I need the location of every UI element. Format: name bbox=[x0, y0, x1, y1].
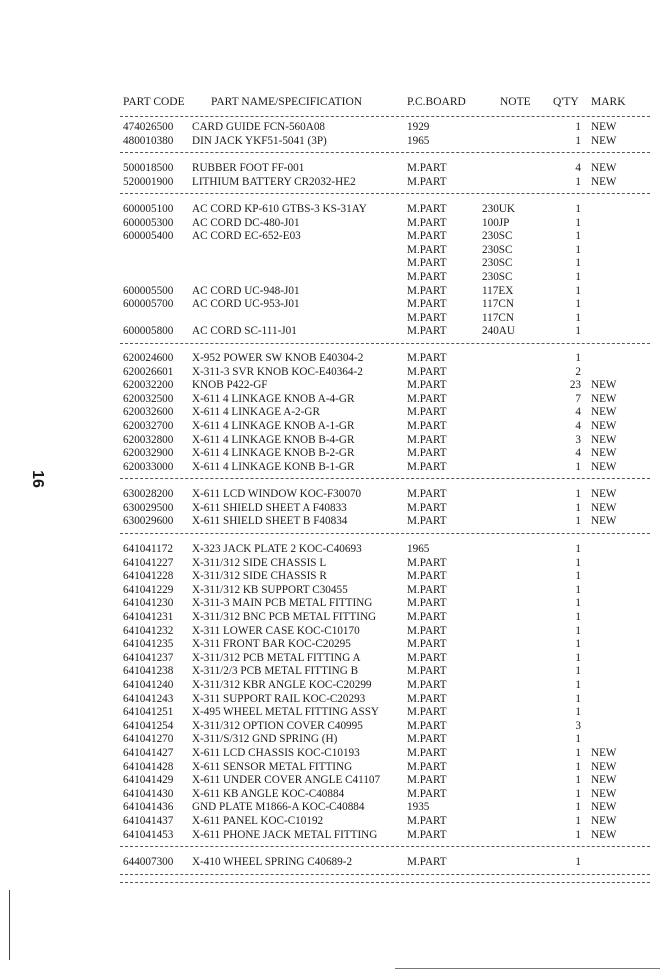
margin-rule bbox=[9, 890, 10, 960]
part-code-cell: 620033000 bbox=[123, 460, 174, 473]
part-code-cell: 644007300 bbox=[123, 856, 174, 868]
part-code-cell: 641041437 bbox=[123, 815, 174, 827]
quantity-cell: 1 bbox=[575, 230, 581, 243]
table-row bbox=[0, 393, 660, 407]
pc-board-cell: M.PART bbox=[407, 747, 447, 759]
pc-board-cell: M.PART bbox=[407, 760, 447, 773]
part-code-cell: 620032800 bbox=[123, 433, 174, 446]
mark-cell: NEW bbox=[591, 515, 617, 528]
part-name-cell: AC CORD KP-610 GTBS-3 KS-31AY bbox=[192, 203, 367, 215]
table-row bbox=[0, 230, 660, 244]
note-cell: 230SC bbox=[482, 230, 513, 243]
part-name-cell: DIN JACK YKF51-5041 (3P) bbox=[192, 134, 327, 147]
quantity-cell: 1 bbox=[575, 175, 581, 188]
part-code-cell: 641041254 bbox=[123, 719, 174, 732]
pc-board-cell: M.PART bbox=[407, 856, 447, 868]
part-code-cell: 630028200 bbox=[123, 488, 174, 500]
mark-cell: NEW bbox=[591, 134, 617, 147]
pc-board-cell: M.PART bbox=[407, 556, 447, 569]
part-name-cell: X-611 4 LINKAGE KONB B-1-GR bbox=[192, 460, 355, 473]
table-row bbox=[0, 570, 660, 584]
mark-cell: NEW bbox=[591, 801, 617, 814]
pc-board-cell: M.PART bbox=[407, 298, 447, 311]
part-name-cell: AC CORD UC-953-J01 bbox=[192, 298, 300, 311]
part-name-cell: X-611 4 LINKAGE A-2-GR bbox=[192, 406, 320, 419]
table-row bbox=[0, 761, 660, 775]
quantity-cell: 1 bbox=[575, 311, 581, 324]
mark-cell: NEW bbox=[591, 774, 617, 787]
part-code-cell: 641041430 bbox=[123, 787, 174, 800]
part-code-cell: 620032600 bbox=[123, 406, 174, 419]
part-name-cell: X-611 4 LINKAGE KNOB A-4-GR bbox=[192, 392, 355, 405]
pc-board-cell: M.PART bbox=[407, 311, 447, 324]
part-name-cell: X-311/312 SIDE CHASSIS R bbox=[192, 570, 327, 583]
part-name-cell: X-611 PANEL KOC-C10192 bbox=[192, 815, 324, 827]
pc-board-cell: M.PART bbox=[407, 597, 447, 610]
part-code-cell: 620026601 bbox=[123, 365, 174, 378]
quantity-cell: 2 bbox=[575, 365, 581, 378]
mark-cell: NEW bbox=[591, 447, 617, 460]
pc-board-cell: M.PART bbox=[407, 774, 447, 787]
mark-cell: NEW bbox=[591, 460, 617, 473]
pc-board-cell: M.PART bbox=[407, 488, 447, 500]
part-code-cell: 641041270 bbox=[123, 733, 174, 746]
part-name-cell: X-611 KB ANGLE KOC-C40884 bbox=[192, 787, 345, 800]
quantity-cell: 1 bbox=[575, 271, 581, 283]
table-row bbox=[0, 217, 660, 231]
part-code-cell: 641041243 bbox=[123, 692, 174, 705]
part-name-cell: X-311/312 BNC PCB METAL FITTING bbox=[192, 611, 377, 623]
quantity-cell: 4 bbox=[575, 406, 581, 419]
table-row bbox=[0, 312, 660, 326]
table-row bbox=[0, 406, 660, 420]
table-row bbox=[0, 434, 660, 448]
table-row bbox=[0, 679, 660, 693]
part-code-cell: 641041436 bbox=[123, 801, 174, 814]
part-code-cell: 600005100 bbox=[123, 203, 174, 215]
part-code-cell: 641041235 bbox=[123, 638, 174, 651]
quantity-cell: 1 bbox=[575, 570, 581, 583]
table-row bbox=[0, 611, 660, 625]
mark-cell: NEW bbox=[591, 501, 617, 514]
part-code-cell: 600005500 bbox=[123, 284, 174, 297]
pc-board-cell: M.PART bbox=[407, 665, 447, 678]
note-cell: 117CN bbox=[482, 311, 514, 324]
table-row bbox=[0, 652, 660, 666]
quantity-cell: 1 bbox=[575, 665, 581, 678]
pc-board-cell: M.PART bbox=[407, 365, 447, 378]
table-row bbox=[0, 447, 660, 461]
note-cell: 230SC bbox=[482, 271, 513, 283]
part-name-cell: X-311/S/312 GND SPRING (H) bbox=[192, 733, 338, 746]
pc-board-cell: M.PART bbox=[407, 243, 447, 256]
table-row bbox=[0, 638, 660, 652]
column-header-pcb: P.C.BOARD bbox=[407, 96, 466, 108]
mark-cell: NEW bbox=[591, 175, 617, 188]
part-code-cell: 600005800 bbox=[123, 325, 174, 338]
part-code-cell: 520001900 bbox=[123, 175, 174, 188]
quantity-cell: 1 bbox=[575, 203, 581, 215]
quantity-cell: 1 bbox=[575, 774, 581, 787]
quantity-cell: 3 bbox=[575, 433, 581, 446]
pc-board-cell: 1965 bbox=[407, 543, 430, 555]
quantity-cell: 7 bbox=[575, 392, 581, 405]
pc-board-cell: M.PART bbox=[407, 787, 447, 800]
table-row bbox=[0, 121, 660, 135]
part-name-cell: AC CORD SC-111-J01 bbox=[192, 325, 297, 338]
table-row bbox=[0, 815, 660, 829]
pc-board-cell: M.PART bbox=[407, 583, 447, 596]
part-name-cell: X-311 FRONT BAR KOC-C20295 bbox=[192, 638, 351, 651]
table-row bbox=[0, 597, 660, 611]
part-name-cell: X-311 LOWER CASE KOC-C10170 bbox=[192, 624, 360, 637]
part-code-cell: 641041231 bbox=[123, 611, 174, 623]
quantity-cell: 1 bbox=[575, 284, 581, 297]
quantity-cell: 23 bbox=[569, 379, 581, 392]
part-name-cell: X-311/312 SIDE CHASSIS L bbox=[192, 556, 327, 569]
note-cell: 100JP bbox=[482, 216, 510, 229]
quantity-cell: 1 bbox=[575, 216, 581, 229]
table-row bbox=[0, 543, 660, 557]
pc-board-cell: M.PART bbox=[407, 692, 447, 705]
part-code-cell: 620032900 bbox=[123, 447, 174, 460]
part-name-cell: X-311/312 KBR ANGLE KOC-C20299 bbox=[192, 679, 372, 691]
pc-board-cell: M.PART bbox=[407, 460, 447, 473]
quantity-cell: 1 bbox=[575, 583, 581, 596]
pc-board-cell: M.PART bbox=[407, 257, 447, 270]
part-name-cell: AC CORD UC-948-J01 bbox=[192, 284, 300, 297]
part-code-cell: 641041172 bbox=[123, 543, 173, 555]
pc-board-cell: M.PART bbox=[407, 420, 447, 432]
part-name-cell: CARD GUIDE FCN-560A08 bbox=[192, 121, 326, 133]
quantity-cell: 1 bbox=[575, 679, 581, 691]
part-code-cell: 641041238 bbox=[123, 665, 174, 678]
part-code-cell: 641041427 bbox=[123, 747, 174, 759]
quantity-cell: 1 bbox=[575, 460, 581, 473]
mark-cell: NEW bbox=[591, 379, 617, 392]
part-name-cell: X-611 SHIELD SHEET A F40833 bbox=[192, 501, 347, 514]
mark-cell: NEW bbox=[591, 121, 617, 133]
column-header-mark: MARK bbox=[591, 96, 626, 108]
part-code-cell: 620032700 bbox=[123, 420, 174, 432]
mark-cell: NEW bbox=[591, 815, 617, 827]
part-code-cell: 480010380 bbox=[123, 134, 174, 147]
table-row bbox=[0, 801, 660, 815]
part-name-cell: X-410 WHEEL SPRING C40689-2 bbox=[192, 856, 353, 868]
part-code-cell: 641041429 bbox=[123, 774, 174, 787]
quantity-cell: 1 bbox=[575, 760, 581, 773]
mark-cell: NEW bbox=[591, 162, 617, 174]
quantity-cell: 1 bbox=[575, 121, 581, 133]
table-row bbox=[0, 135, 660, 149]
part-name-cell: X-611 LCD WINDOW KOC-F30070 bbox=[192, 488, 362, 500]
mark-cell: NEW bbox=[591, 747, 617, 759]
part-code-cell: 600005700 bbox=[123, 298, 174, 311]
group-separator bbox=[120, 874, 650, 875]
table-row bbox=[0, 665, 660, 679]
quantity-cell: 1 bbox=[575, 543, 581, 555]
bottom-rule bbox=[395, 968, 660, 969]
table-row bbox=[0, 720, 660, 734]
part-name-cell: X-495 WHEEL METAL FITTING ASSY bbox=[192, 706, 379, 719]
part-name-cell: X-611 UNDER COVER ANGLE C41107 bbox=[192, 774, 381, 787]
quantity-cell: 1 bbox=[575, 828, 581, 841]
mark-cell: NEW bbox=[591, 392, 617, 405]
table-row bbox=[0, 747, 660, 761]
part-name-cell: X-311-3 SVR KNOB KOC-E40364-2 bbox=[192, 365, 363, 378]
table-row bbox=[0, 285, 660, 299]
table-row bbox=[0, 488, 660, 502]
pc-board-cell: M.PART bbox=[407, 203, 447, 215]
group-separator bbox=[120, 882, 650, 883]
group-separator bbox=[120, 478, 650, 479]
pc-board-cell: M.PART bbox=[407, 651, 447, 664]
table-row bbox=[0, 257, 660, 271]
table-row bbox=[0, 788, 660, 802]
quantity-cell: 1 bbox=[575, 243, 581, 256]
pc-board-cell: M.PART bbox=[407, 733, 447, 746]
part-name-cell: X-311/312 PCB METAL FITTING A bbox=[192, 651, 361, 664]
quantity-cell: 1 bbox=[575, 801, 581, 814]
part-name-cell: RUBBER FOOT FF-001 bbox=[192, 162, 305, 174]
quantity-cell: 1 bbox=[575, 787, 581, 800]
pc-board-cell: M.PART bbox=[407, 447, 447, 460]
column-header-code: PART CODE bbox=[123, 96, 185, 108]
quantity-cell: 3 bbox=[575, 719, 581, 732]
part-code-cell: 630029500 bbox=[123, 501, 174, 514]
quantity-cell: 1 bbox=[575, 515, 581, 528]
mark-cell: NEW bbox=[591, 420, 617, 432]
table-row bbox=[0, 733, 660, 747]
pc-board-cell: M.PART bbox=[407, 570, 447, 583]
part-code-cell: 641041251 bbox=[123, 706, 174, 719]
part-code-cell: 641041237 bbox=[123, 651, 174, 664]
quantity-cell: 1 bbox=[575, 651, 581, 664]
part-name-cell: X-611 LCD CHASSIS KOC-C10193 bbox=[192, 747, 360, 759]
quantity-cell: 1 bbox=[575, 325, 581, 338]
note-cell: 117EX bbox=[482, 284, 514, 297]
mark-cell: NEW bbox=[591, 488, 617, 500]
part-code-cell: 474026500 bbox=[123, 121, 174, 133]
table-row bbox=[0, 203, 660, 217]
mark-cell: NEW bbox=[591, 433, 617, 446]
header-separator bbox=[120, 116, 650, 117]
pc-board-cell: M.PART bbox=[407, 284, 447, 297]
pc-board-cell: M.PART bbox=[407, 379, 447, 392]
quantity-cell: 1 bbox=[575, 856, 581, 868]
part-name-cell: X-311-3 MAIN PCB METAL FITTING bbox=[192, 597, 373, 610]
quantity-cell: 4 bbox=[575, 447, 581, 460]
quantity-cell: 1 bbox=[575, 488, 581, 500]
part-name-cell: X-311/312 KB SUPPORT C30455 bbox=[192, 583, 348, 596]
part-code-cell: 620024600 bbox=[123, 352, 174, 364]
group-separator bbox=[120, 533, 650, 534]
table-row bbox=[0, 625, 660, 639]
part-code-cell: 641041227 bbox=[123, 556, 174, 569]
quantity-cell: 1 bbox=[575, 501, 581, 514]
pc-board-cell: M.PART bbox=[407, 433, 447, 446]
quantity-cell: 4 bbox=[575, 420, 581, 432]
page-number: 16 bbox=[28, 470, 46, 488]
pc-board-cell: M.PART bbox=[407, 638, 447, 651]
quantity-cell: 1 bbox=[575, 611, 581, 623]
part-code-cell: 641041228 bbox=[123, 570, 174, 583]
quantity-cell: 4 bbox=[575, 162, 581, 174]
mark-cell: NEW bbox=[591, 760, 617, 773]
part-name-cell: X-311/312 OPTION COVER C40995 bbox=[192, 719, 363, 732]
quantity-cell: 1 bbox=[575, 257, 581, 270]
part-name-cell: KNOB P422-GF bbox=[192, 379, 268, 392]
part-name-cell: AC CORD EC-652-E03 bbox=[192, 230, 301, 243]
table-row bbox=[0, 693, 660, 707]
column-header-name: PART NAME/SPECIFICATION bbox=[211, 96, 363, 108]
part-name-cell: X-611 SHIELD SHEET B F40834 bbox=[192, 515, 348, 528]
pc-board-cell: M.PART bbox=[407, 271, 447, 283]
pc-board-cell: M.PART bbox=[407, 406, 447, 419]
note-cell: 117CN bbox=[482, 298, 514, 311]
note-cell: 230UK bbox=[482, 203, 515, 215]
part-code-cell: 500018500 bbox=[123, 162, 174, 174]
pc-board-cell: M.PART bbox=[407, 828, 447, 841]
table-row bbox=[0, 162, 660, 176]
part-name-cell: X-611 4 LINKAGE KNOB A-1-GR bbox=[192, 420, 355, 432]
quantity-cell: 1 bbox=[575, 597, 581, 610]
part-code-cell: 641041453 bbox=[123, 828, 174, 841]
group-separator bbox=[120, 152, 650, 153]
pc-board-cell: 1965 bbox=[407, 134, 430, 147]
table-row bbox=[0, 176, 660, 190]
pc-board-cell: 1929 bbox=[407, 121, 430, 133]
pc-board-cell: M.PART bbox=[407, 679, 447, 691]
part-code-cell: 641041428 bbox=[123, 760, 174, 773]
table-row bbox=[0, 515, 660, 529]
mark-cell: NEW bbox=[591, 406, 617, 419]
table-row bbox=[0, 774, 660, 788]
part-name-cell: X-311 SUPPORT RAIL KOC-C20293 bbox=[192, 692, 366, 705]
part-name-cell: X-611 SENSOR METAL FITTING bbox=[192, 760, 353, 773]
part-code-cell: 630029600 bbox=[123, 515, 174, 528]
pc-board-cell: M.PART bbox=[407, 392, 447, 405]
table-row bbox=[0, 366, 660, 380]
note-cell: 230SC bbox=[482, 257, 513, 270]
pc-board-cell: M.PART bbox=[407, 611, 447, 623]
quantity-cell: 1 bbox=[575, 815, 581, 827]
table-row bbox=[0, 420, 660, 434]
column-header-note: NOTE bbox=[500, 96, 531, 108]
part-name-cell: AC CORD DC-480-J01 bbox=[192, 216, 300, 229]
pc-board-cell: M.PART bbox=[407, 352, 447, 364]
part-name-cell: GND PLATE M1866-A KOC-C40884 bbox=[192, 801, 365, 814]
part-name-cell: X-611 4 LINKAGE KNOB B-4-GR bbox=[192, 433, 355, 446]
table-row bbox=[0, 584, 660, 598]
table-row bbox=[0, 557, 660, 571]
pc-board-cell: M.PART bbox=[407, 624, 447, 637]
quantity-cell: 1 bbox=[575, 747, 581, 759]
quantity-cell: 1 bbox=[575, 352, 581, 364]
part-code-cell: 620032200 bbox=[123, 379, 174, 392]
pc-board-cell: M.PART bbox=[407, 175, 447, 188]
part-code-cell: 641041232 bbox=[123, 624, 174, 637]
part-name-cell: LITHIUM BATTERY CR2032-HE2 bbox=[192, 175, 356, 188]
quantity-cell: 1 bbox=[575, 134, 581, 147]
pc-board-cell: M.PART bbox=[407, 706, 447, 719]
table-row bbox=[0, 856, 660, 870]
note-cell: 230SC bbox=[482, 243, 513, 256]
pc-board-cell: M.PART bbox=[407, 162, 447, 174]
pc-board-cell: M.PART bbox=[407, 216, 447, 229]
quantity-cell: 1 bbox=[575, 298, 581, 311]
quantity-cell: 1 bbox=[575, 556, 581, 569]
table-header bbox=[0, 96, 660, 112]
table-row bbox=[0, 298, 660, 312]
quantity-cell: 1 bbox=[575, 733, 581, 746]
table-row bbox=[0, 461, 660, 475]
table-row bbox=[0, 244, 660, 258]
part-code-cell: 620032500 bbox=[123, 392, 174, 405]
part-code-cell: 641041230 bbox=[123, 597, 174, 610]
part-name-cell: X-611 4 LINKAGE KNOB B-2-GR bbox=[192, 447, 355, 460]
table-row bbox=[0, 352, 660, 366]
pc-board-cell: M.PART bbox=[407, 815, 447, 827]
table-row bbox=[0, 829, 660, 843]
mark-cell: NEW bbox=[591, 787, 617, 800]
mark-cell: NEW bbox=[591, 828, 617, 841]
group-separator bbox=[120, 343, 650, 344]
pc-board-cell: M.PART bbox=[407, 515, 447, 528]
part-code-cell: 600005400 bbox=[123, 230, 174, 243]
part-code-cell: 600005300 bbox=[123, 216, 174, 229]
part-code-cell: 641041240 bbox=[123, 679, 174, 691]
pc-board-cell: M.PART bbox=[407, 325, 447, 338]
quantity-cell: 1 bbox=[575, 638, 581, 651]
table-row bbox=[0, 271, 660, 285]
quantity-cell: 1 bbox=[575, 706, 581, 719]
pc-board-cell: M.PART bbox=[407, 230, 447, 243]
table-row bbox=[0, 325, 660, 339]
quantity-cell: 1 bbox=[575, 624, 581, 637]
pc-board-cell: M.PART bbox=[407, 501, 447, 514]
part-name-cell: X-952 POWER SW KNOB E40304-2 bbox=[192, 352, 364, 364]
pc-board-cell: M.PART bbox=[407, 719, 447, 732]
part-code-cell: 641041229 bbox=[123, 583, 174, 596]
part-name-cell: X-611 PHONE JACK METAL FITTING bbox=[192, 828, 378, 841]
table-row bbox=[0, 502, 660, 516]
group-separator bbox=[120, 846, 650, 847]
part-name-cell: X-323 JACK PLATE 2 KOC-C40693 bbox=[192, 543, 362, 555]
table-row bbox=[0, 379, 660, 393]
quantity-cell: 1 bbox=[575, 692, 581, 705]
group-separator bbox=[120, 193, 650, 194]
part-name-cell: X-311/2/3 PCB METAL FITTING B bbox=[192, 665, 359, 678]
pc-board-cell: 1935 bbox=[407, 801, 430, 814]
note-cell: 240AU bbox=[482, 325, 515, 338]
table-row bbox=[0, 706, 660, 720]
column-header-qty: Q'TY bbox=[553, 96, 579, 108]
